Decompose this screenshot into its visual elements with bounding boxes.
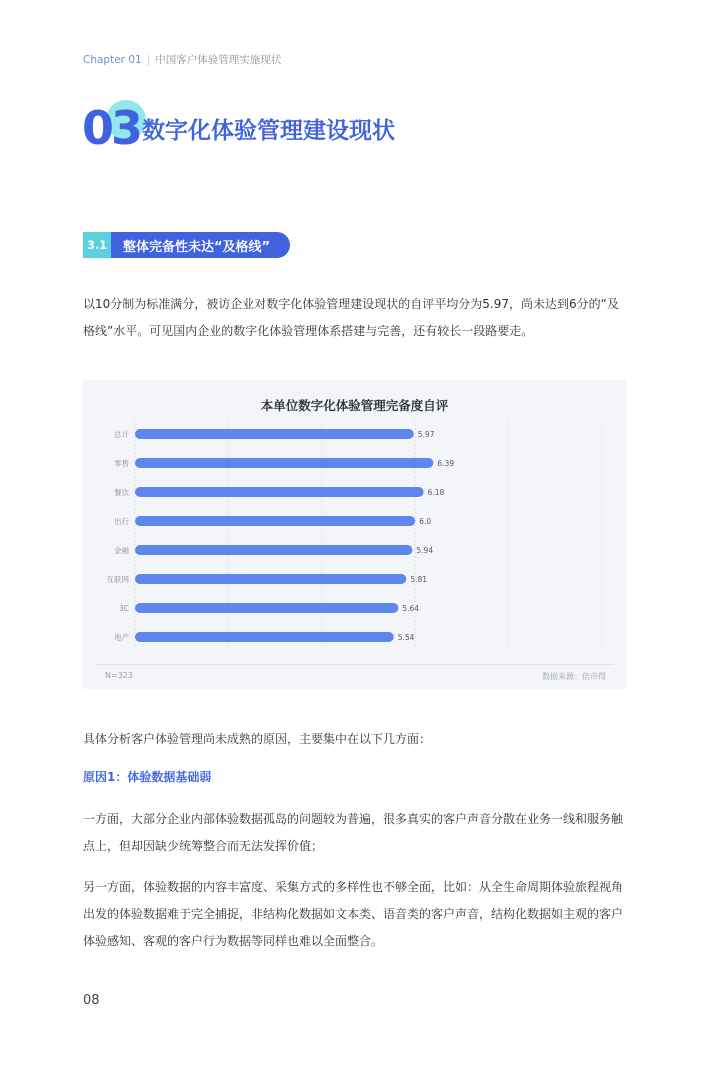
reason-heading: 原因1：体验数据基础弱 — [83, 770, 212, 784]
reason-paragraph-1: 一方面，大部分企业内部体验数据孤岛的问题较为普遍，很多真实的客户声音分散在业务一线和服务触点上，但却因缺少统筹整合而无法发挥价值； — [83, 812, 624, 853]
section-number: 3.1 — [83, 232, 111, 258]
bar — [135, 545, 412, 555]
reason-paragraph-2: 另一方面，体验数据的内容丰富度、采集方式的多样性也不够全面，比如：从全生命周期体验旅程视角出发的体验数据难于完全捕捉，非结构化数据如文本类、语音类的客户声音，结构化数据如主观的客户体验感知、客观的客户行为数据等同样也难以全面整合。 — [83, 880, 624, 948]
value-label: 5.81 — [410, 575, 428, 584]
bar — [135, 574, 406, 584]
value-label: 5.97 — [417, 430, 435, 439]
chapter-number: 03 — [82, 101, 141, 155]
value-label: 6.18 — [427, 488, 445, 497]
bar — [135, 487, 424, 497]
bar-chart — [83, 380, 626, 689]
category-label: 金融 — [114, 546, 129, 555]
section-heading — [83, 232, 290, 258]
section-title: 整体完备性未达“及格线” — [111, 232, 290, 258]
value-label: 6.0 — [419, 517, 432, 526]
bar — [135, 429, 414, 439]
bar — [135, 458, 433, 468]
category-label: 餐饮 — [114, 488, 129, 497]
page-number: 08 — [83, 993, 100, 1008]
data-source-note: 数据来源：倍市得 — [542, 672, 606, 681]
running-header — [83, 52, 281, 67]
chapter-heading — [82, 96, 642, 166]
header-separator: | — [146, 54, 151, 66]
bar — [135, 516, 415, 526]
chart-title: 本单位数字化体验管理完备度自评 — [260, 398, 449, 413]
chart-panel — [83, 380, 626, 689]
chart-footer-divider — [95, 664, 614, 665]
value-label: 5.54 — [397, 633, 415, 642]
bar — [135, 632, 394, 642]
category-label: 总计 — [114, 430, 129, 439]
category-label: 地产 — [114, 633, 129, 642]
value-label: 5.94 — [416, 546, 434, 555]
sample-size-note: N=323 — [105, 671, 133, 680]
category-label: 3C — [118, 604, 129, 613]
category-label: 互联网 — [106, 575, 129, 584]
chapter-label: Chapter 01 — [83, 54, 142, 66]
bar — [135, 603, 398, 613]
value-label: 6.39 — [437, 459, 455, 468]
chapter-title: 数字化体验管理建设现状 — [142, 118, 395, 144]
intro-paragraph: 以10分制为标准满分，被访企业对数字化体验管理建设现状的自评平均分为5.97，尚未达到6分的“及格线”水平。可见国内企业的数字化体验管理体系搭建与完善，还有较长一段路要走。 — [83, 297, 619, 338]
category-label: 出行 — [114, 517, 129, 526]
chapter-subtitle: 中国客户体验管理实施现状 — [155, 54, 282, 66]
value-label: 5.64 — [402, 604, 420, 613]
analysis-intro: 具体分析客户体验管理尚未成熟的原因，主要集中在以下几方面： — [83, 732, 432, 746]
category-label: 零售 — [114, 459, 129, 468]
